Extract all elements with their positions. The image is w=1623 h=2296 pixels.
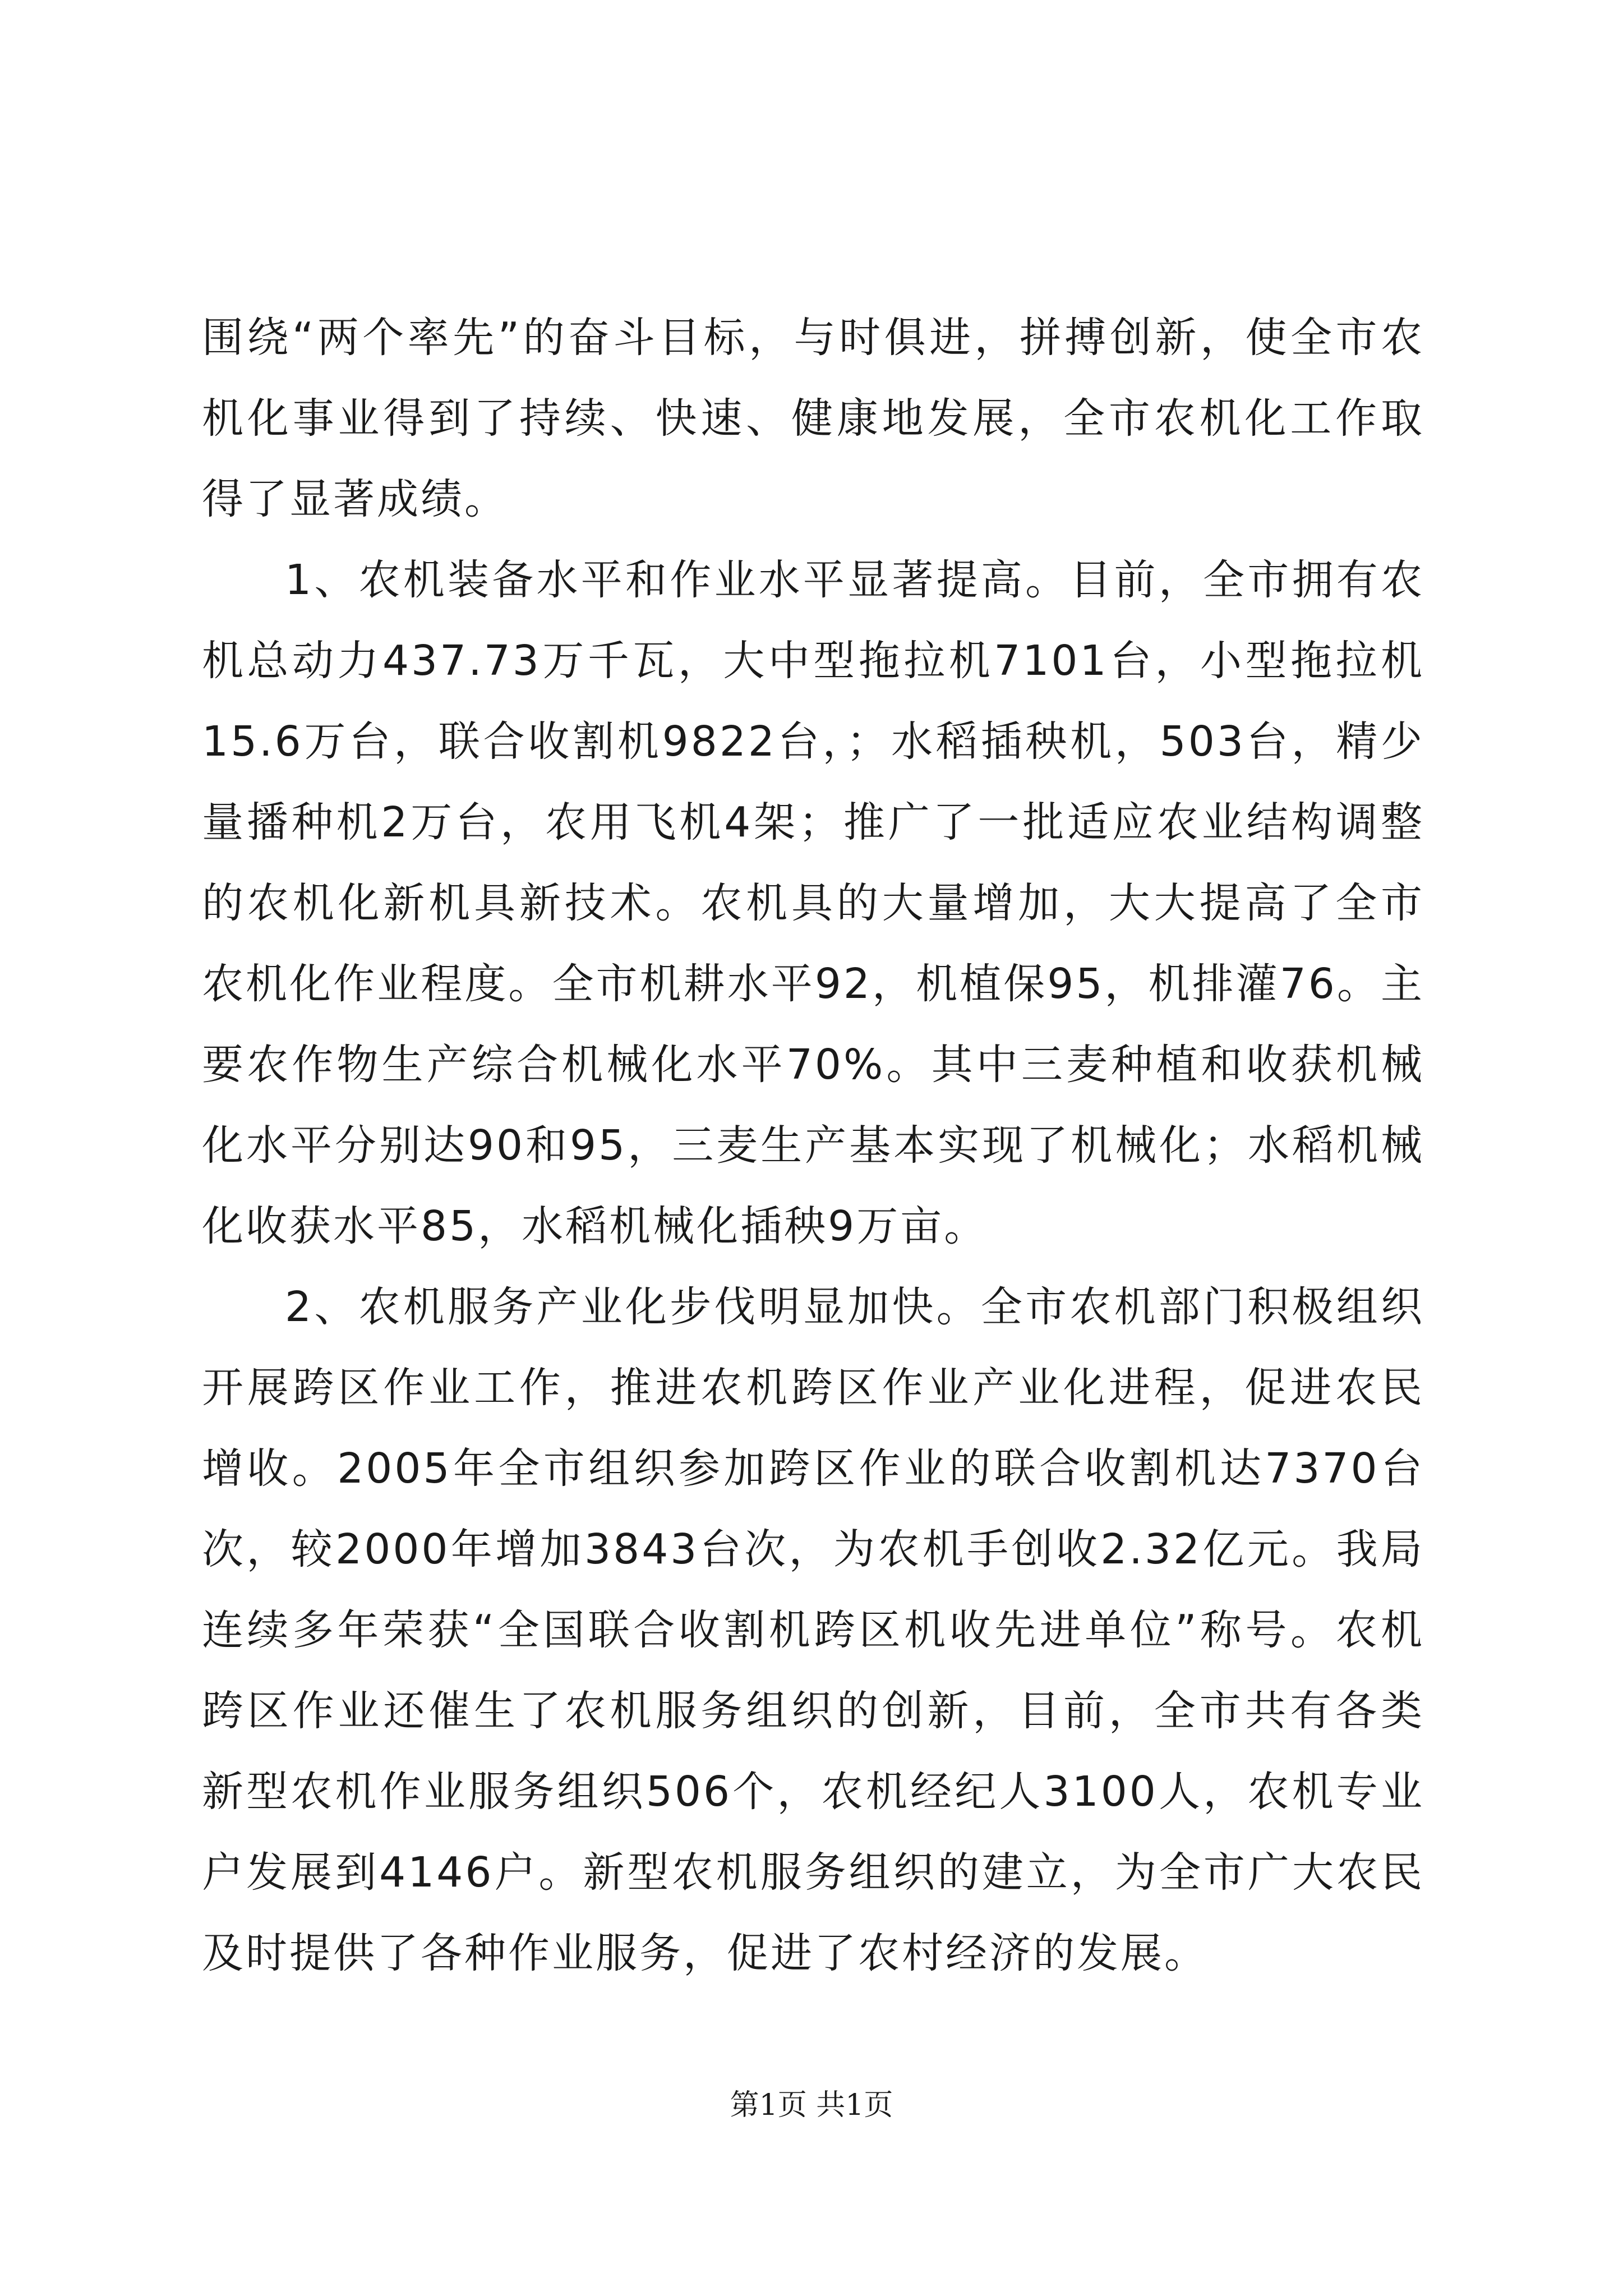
paragraph-equipment-level: 1、农机装备水平和作业水平显著提高。目前，全市拥有农机总动力437.73万千瓦，大中型拖拉机7101台，小型拖拉机15.6万台，联合收割机9822台，；水稻插秧机，503台，精少量播种机2万台，农用飞机4架；推广了一批适应农业结构调整的农机化新机具新技术。农机具的大量增加，大大提高了全市农机化作业程度。全市机耕水平92，机植保95，机排灌76。主要农作物生产综合机械化水平70%。其中三麦种植和收获机械化水平分别达90和95，三麦生产基本实现了机械化；水稻机械化收获水平85，水稻机械化插秧9万亩。 (202, 556, 1424, 1250)
body-text (202, 297, 1424, 1994)
paragraph-service-industrialization: 2、农机服务产业化步伐明显加快。全市农机部门积极组织开展跨区作业工作，推进农机跨区作业产业化进程，促进农民增收。2005年全市组织参加跨区作业的联合收割机达7370台次，较2000年增加3843台次，为农机手创收2.32亿元。我局连续多年荣获“全国联合收割机跨区机收先进单位”称号。农机跨区作业还催生了农机服务组织的创新，目前，全市共有各类新型农机作业服务组织506个，农机经纪人3100人，农机专业户发展到4146户。新型农机服务组织的建立，为全市广大农民及时提供了各种作业服务，促进了农村经济的发展。 (202, 1283, 1424, 1977)
paragraph-intro: 围绕“两个率先”的奋斗目标，与时俱进，拼搏创新，使全市农机化事业得到了持续、快速、健康地发展，全市农机化工作取得了显著成绩。 (202, 314, 1424, 523)
page-number: 第1页 共1页 (730, 2088, 893, 2122)
